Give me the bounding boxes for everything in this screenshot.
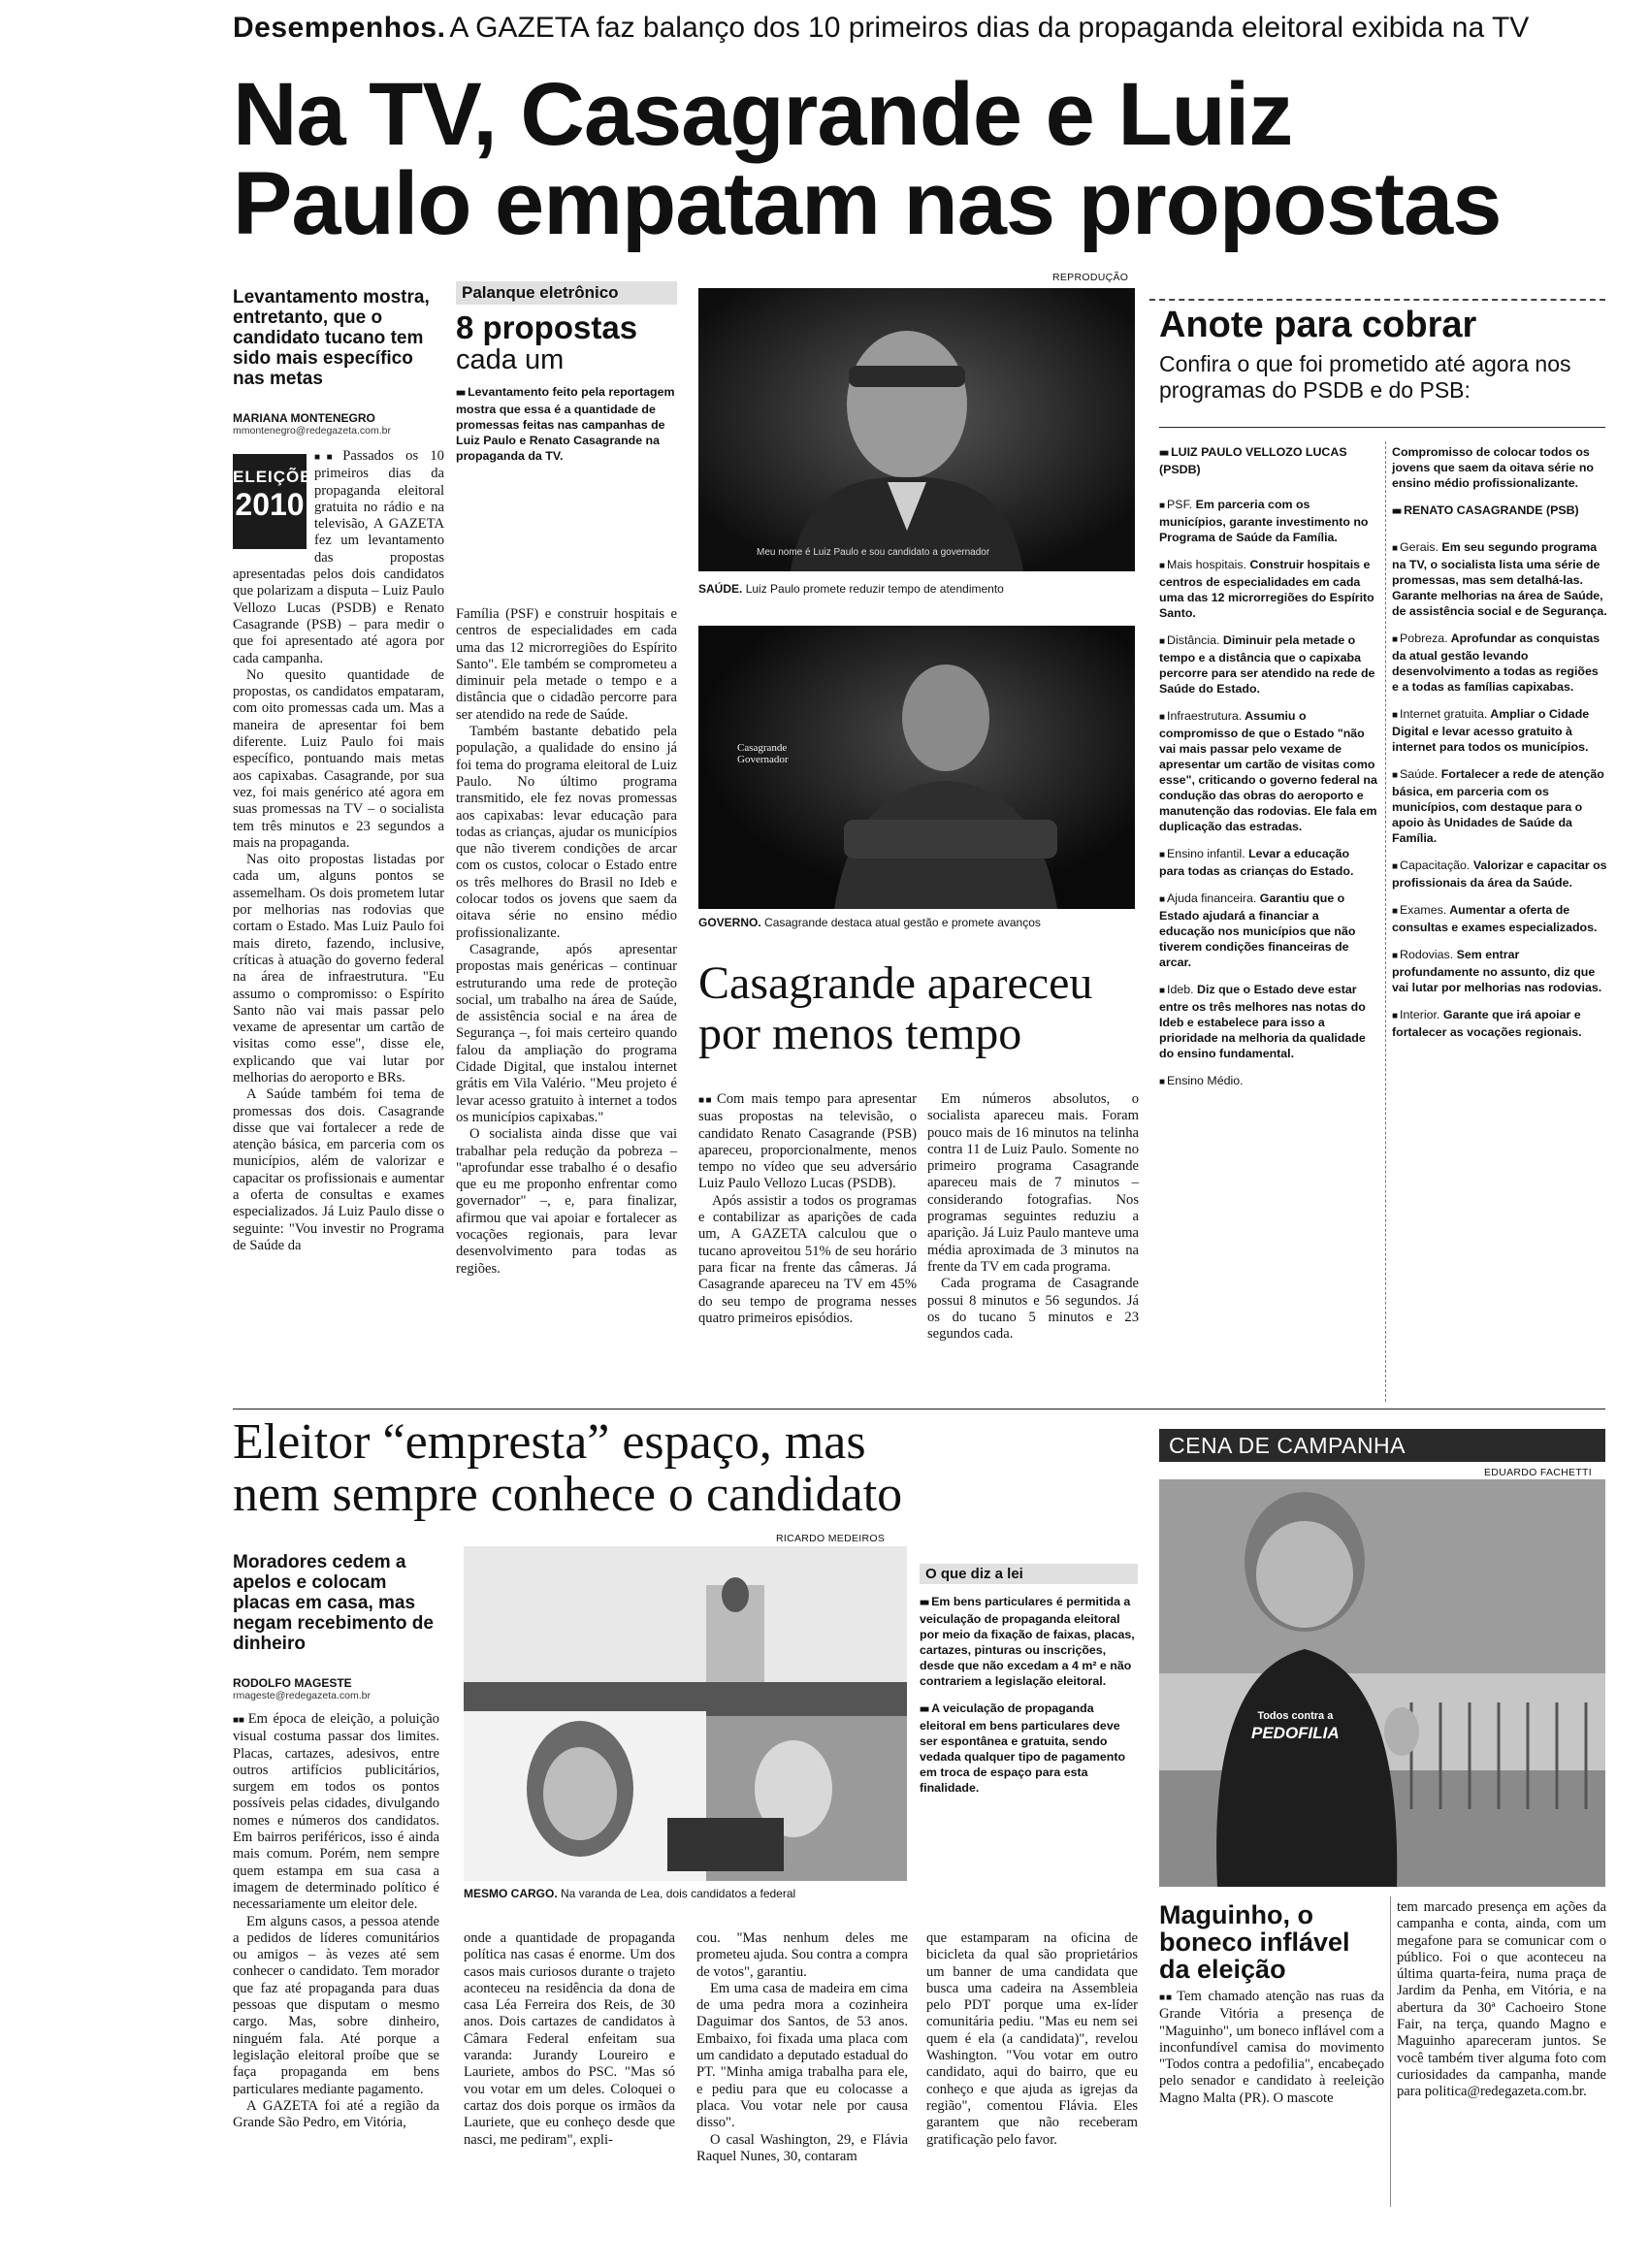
lp-item-label: Ensino Médio. <box>1167 1074 1244 1087</box>
main-col-1: ELEIÇÕES 2010 ■■ Passados os 10 primeiros dias da propaganda eleitoral gratuita no rádio e na televisão, A GAZETA fez um levantamento das propostas apresentadas pelos dois candidatos que polarizam a disputa – Luiz Paulo Vellozo Lucas (PSDB) e Renato Casagrande (PSB) – para medir o que foi apresentado até agora por cada campanha. No quesito quantidade de propostas, os candidatos empataram, com oito promessas cada um. Mas a maneira de apresentar foi bem diferente. Luiz Paulo foi mais específico, pontuando mais metas aos capixabas. Casagrande, por sua vez, foi mais genérico até agora em suas promessas na TV – o socialista tem três minutos e 23 segundos a mais na propaganda. Nas oito propostas listadas por cada um, alguns pontos se assemelham. Os dois prometem lutar por melhorias nas rodovias que cortam o Estado. Mas Luiz Paulo foi mais direto, fazendo, inclusive, críticas à atuação do governo federal na área de infraestrutura. "Eu assumo o compromisso: o Espírito Santo não vai mais passar pelo vexame de apresentar um cartão de visitas como esse", disse ele, explicando que vai lutar por melhorias do aeroporto e BRs. A Saúde também foi tema de promessas dos dois. Casagrande disse que vai fortalecer a rede de atenção básica, em parceria com os municípios, além de valorizar e capacitar os profissionais e aumentar a oferta de consultas e exames especializados. Já Luiz Paulo disse o seguinte: "Vou investir no Programa de Saúde da <box>233 448 444 1253</box>
tv-time-col2-p1: Em números absolutos, o socialista apareceu mais. Foram pouco mais de 16 minutos na telinha contra 11 de Luiz Paulo. Somente no primeiro programa Casagrande apareceu mais de 7 minutos – considerando fotografias. Nos programas seguintes reduziu a aparição. Já Luiz Paulo manteve uma média aproximada de 3 minutos na frente da TV em cada programa. <box>927 1091 1140 1275</box>
voter-col2-p1: onde a quantidade de propaganda política nas casas é enorme. Um dos casos mais curiosos durante o trajeto aconteceu na residência da dona de casa Léa Ferreira dos Reis, de 30 anos. Dois cartazes de candidatos à Câmara Federal enfeitam sua varanda: Jurandy Loureiro e Lauriete, ambos do PSC. "Mas só vou votar em um deles. Coloquei o cartaz dos dois porque os irmãos da Lauriete, que eu conheço desde que nasci, me pediram", expli- <box>464 1930 675 2148</box>
tv2-caption-text: Casagrande destaca atual gestão e promete avanços <box>764 916 1041 929</box>
voter-col-4 <box>926 1930 1138 2149</box>
campaign-scene-bar <box>1159 1429 1605 1462</box>
voter-col-1: ■■ Em época de eleição, a poluição visual costuma passar dos limites. Placas, cartazes, adesivos, entre outros artifícios publicitários, surgem em todos os pontos possíveis pelas cidades, divulgando nomes e números dos candidatos. Em bairros periféricos, isso é ainda mais comum. Porém, nem sempre quem estampa em sua casa a imagem de determinado político é necessariamente um eleitor dele. Em alguns casos, a pessoa atende a pedidos de líderes comunitários ou amigos – às vezes até sem conhecer o candidato. Tem morador que faz até propaganda para duas pessoas que disputam o mesmo cargo. Mas, sobre dinheiro, ninguém fala. Até porque a legislação eleitoral proíbe que se faça propaganda em bens particulares mediante pagamento. A GAZETA foi até a região da Grande São Pedro, em Vitória, <box>233 1711 439 2131</box>
voter-col3-p3: O casal Washington, 29, e Flávia Raquel Nunes, 30, contaram <box>696 2131 908 2164</box>
voter-byline <box>233 1676 436 1701</box>
rc-item: ■ Capacitação. Valorizar e capacitar os profissionais da área da Saúde. <box>1392 859 1607 890</box>
lp-item-text: Diminuir pela metade o tempo e a distância que o capixaba percorre para ser atendido na rede de Saúde do Estado. <box>1159 633 1375 696</box>
maguinho-col-2 <box>1397 1899 1606 2101</box>
maguinho-shirt <box>1251 1707 1340 1742</box>
rc-promise-list <box>1392 539 1607 1040</box>
lp-item-label: Infraestrutura. <box>1167 709 1243 723</box>
voter-col3-p1: cou. "Mas nenhum deles me prometeu ajuda. Sou contra a compra de votos", garantiu. <box>696 1930 909 1980</box>
tv1-caption <box>698 582 1135 596</box>
main-col2-p3: Casagrande, após apresentar propostas mais genéricas – continuar estruturando uma rede de proteção social, um trabalho na área de Saúde, de assistência social e na área de Segurança –, foi mais certeiro quando falou da ampliação do programa Cidade Digital, que instalou internet grátis em Vila Valério. "Meu projeto é levar acesso gratuito à internet a todos os municípios capixabas." <box>456 941 677 1125</box>
maguinho-col-1: ■■ Tem chamado atenção nas ruas da Grande Vitória a presença de "Maguinho", um boneco inflável com a inconfundível camisa do movimento "Todos contra a pedofilia", encabeçado pelo senador e candidato à reeleição Magno Malta (PR). O mascote <box>1159 1989 1384 2106</box>
lp-item-label: PSF. <box>1167 498 1193 511</box>
promises-divider <box>1385 441 1386 1402</box>
rc-item-text: Garante que irá apoiar e fortalecer as vocações regionais. <box>1392 1008 1582 1039</box>
headline-line-1: Na TV, Casagrande e Luiz <box>233 65 1293 164</box>
lp-item: ■ Infraestrutura. Assumiu o compromisso de que o Estado "não vai mais passar pelo vexame de apresentar um cartão de visitas como esse", criticando o governo federal na condução das obras do aeroporto e manutenção das rodovias. Ele fala em duplicação das estradas. <box>1159 709 1377 833</box>
author-email: mmontenegro@redegazeta.com.br <box>233 425 391 437</box>
voter-photo <box>464 1546 907 1881</box>
law-box: O que diz a lei ■■ Em bens particulares é permitida a veiculação de propaganda eleitoral por meio da fixação de faixas, placas, cartazes, pinturas ou inscrições, desde que não excedam a 4 m² e não contrariem a legislação eleitoral. ■■ A veiculação de propaganda eleitoral em bens particulares deve ser espontânea e gratuita, sendo vedada qualquer tipo de pagamento em troca de espaço para esta finalidade. <box>920 1564 1138 1807</box>
rc-item-label: Exames. <box>1400 903 1447 917</box>
lp-item: ■ Ensino Médio. <box>1159 1074 1244 1087</box>
tv2-caption-label: GOVERNO. <box>698 916 761 929</box>
rc-item-label: Capacitação. <box>1400 859 1471 872</box>
palanque-label: Palanque eletrônico <box>456 281 677 305</box>
rc-item-text: Aumentar a oferta de consultas e exames especializados. <box>1392 903 1598 934</box>
promises-lp-column: ■■ LUIZ PAULO VELLOZO LUCAS (PSDB) ■ PSF. Em parceria com os municípios, garante investimento no Programa de Saúde da Família. ■ Mais hospitais. Construir hospitais e centros de especialidades em cada uma das 12 microrregiões do Espírito Santo. ■ Distância. Diminuir pela metade o tempo e a distância que o capixaba percorre para ser atendido na rede de Saúde do Estado. ■ Infraestrutura. Assumiu o compromisso de que o Estado "não vai mais passar pelo vexame de apresentar um cartão de visitas como esse", criticando o governo federal na condução das obras do aeroporto e manutenção das rodovias. Ele fala em duplicação das estradas. ■ Ensino infantil. Levar a educação para todas as crianças do Estado. ■ Ajuda financeira. Garantiu que o Estado ajudará a financiar a educação nos municípios que não tiverem condições financeiras de arcar. ■ Ideb. Diz que o Estado deve estar entre os três melhores nas notas do Ideb e estabelece para isso a prioridade na melhoria da qualidade do ensino fundamental. ■ Ensino Médio. <box>1159 444 1377 1102</box>
voter-author: RODOLFO MAGESTE <box>233 1676 352 1690</box>
logo-line-1: ELEIÇÕES <box>233 468 324 486</box>
palanque-title: 8 propostas <box>456 309 638 345</box>
voter-photo-credit: RICARDO MEDEIROS <box>776 1533 886 1544</box>
rc-item: ■ Exames. Aumentar a oferta de consultas e exames especializados. <box>1392 903 1598 934</box>
voter-col-3 <box>696 1930 908 2165</box>
lp-item-text: Construir hospitais e centros de especialidades em cada uma das 12 microrregiões do Espírito Santo. <box>1159 558 1374 620</box>
voter-col-2 <box>464 1930 675 2149</box>
maguinho-text-2: tem marcado presença em ações da campanha e conta, ainda, com um megafone para se comunicar com o público. Foi o que aconteceu na última quarta-feira, numa praça de Jardim da Penha, em Vitória, e na abertura da 30ª Cachoeiro Stone Fair, na terça, quando Magno e Maguinho apareceram juntos. Se você também tiver alguma foto com curiosidades da campanha, mande para politica@redegazeta.com.br. <box>1397 1899 1606 2100</box>
tv-time-col-2 <box>927 1091 1139 1343</box>
voter-caption-label: MESMO CARGO. <box>464 1887 558 1900</box>
main-subhead: Levantamento mostra, entretanto, que o candidato tucano tem sido mais específico nas metas <box>233 287 430 389</box>
main-col1-p4: A Saúde também foi tema de promessas dos dois. Casagrande disse que vai fortalecer a rede de atenção básica, em parceria com os municípios, além de valorizar e capacitar os profissionais e aumentar a oferta de consultas e exames especializados. Já Luiz Paulo disse o seguinte: "Vou investir no Programa de Saúde da <box>233 1086 444 1253</box>
rc-item: ■ Interior. Garante que irá apoiar e fortalecer as vocações regionais. <box>1392 1008 1582 1039</box>
maguinho-divider <box>1390 1896 1391 2207</box>
photo-credit-reproducao: REPRODUÇÃO <box>1052 272 1129 283</box>
lp-item-label: Ideb. <box>1167 983 1194 996</box>
rc-item-text: Ampliar o Cidade Digital e levar acesso gratuito à internet para todos os municípios. <box>1392 707 1590 754</box>
voter-subhead: Moradores cedem a apelos e colocam placas em casa, mas negam recebimento de dinheiro <box>233 1552 434 1654</box>
shirt-line-1: Todos contra a <box>1257 1710 1334 1722</box>
rc-item-label: Gerais. <box>1400 540 1439 554</box>
voter-col4-p1: que estamparam na oficina de bicicleta da qual são proprietários um banner de uma candidata que busca uma cadeira na Assembleia pelo PDT porque uma ex-líder comunitária pediu. "Mas eu nem sei quem é ela (a candidata)", revelou Washington. "Vou votar em outro candidato, aqui do bairro, que eu conheço e que ajuda as igrejas da região", comentou Flávia. Eles garantem que não receberam gratificação pelo favor. <box>926 1930 1138 2148</box>
lp-item-label: Ensino infantil. <box>1167 847 1245 860</box>
lp-item: ■ Ideb. Diz que o Estado deve estar entre os três melhores nas notas do Ideb e estabelece para isso a prioridade na melhoria da qualidade do ensino fundamental. <box>1159 983 1366 1060</box>
balcony-image <box>464 1546 907 1881</box>
lp-continued: Compromisso de colocar todos os jovens que saem da oitava série no ensino médio profissionalizante. <box>1392 445 1594 490</box>
headline-line-2: Paulo empatam nas propostas <box>233 154 1502 253</box>
logo-line-2: 2010 <box>235 487 305 522</box>
tv2-overlay-line-1: Casagrande <box>737 742 788 754</box>
promises-rc-column: Compromisso de colocar todos os jovens que saem da oitava série no ensino médio profissionalizante. ■■ RENATO CASAGRANDE (PSB) ■ Gerais. Em seu segundo programa na TV, o socialista lista uma série de promessas, mas sem detalhá-las. Garante melhorias na área de Saúde, de assistência social e de Segurança. ■ Pobreza. Aprofundar as conquistas da atual gestão levando desenvolvimento a todas as regiões e a todas as famílias capixabas. ■ Internet gratuita. Ampliar o Cidade Digital e levar acesso gratuito à internet para todos os municípios. ■ Saúde. Fortalecer a rede de atenção básica, em parceria com os municípios, com destaque para o apoio às Unidades de Saúde da Família. ■ Capacitação. Valorizar e capacitar os profissionais da área da Saúde. ■ Exames. Aumentar a oferta de consultas e exames especializados. ■ Rodovias. Sem entrar profundamente no assunto, diz que vai lutar por melhorias nas rodovias. ■ Interior. Garante que irá apoiar e fortalecer as vocações regionais. <box>1392 445 1607 1039</box>
maguinho-image <box>1159 1479 1605 1887</box>
law-box-title: O que diz a lei <box>920 1564 1138 1584</box>
luiz-paulo-image <box>698 288 1135 571</box>
campaign-photo <box>1159 1479 1605 1887</box>
promises-title: Anote para cobrar <box>1159 305 1477 345</box>
voter-headline-2: nem sempre conhece o candidato <box>233 1467 903 1522</box>
voter-photo-caption <box>464 1887 907 1900</box>
campaign-photo-credit: EDUARDO FACHETTI <box>1484 1467 1592 1478</box>
promises-top-border <box>1149 299 1605 301</box>
author-name: MARIANA MONTENEGRO <box>233 411 375 425</box>
voter-col3-p2: Em uma casa de madeira em cima de uma pedra mora a cozinheira Daguimar dos Santos, de 53 anos. Embaixo, foi fixada uma placa com um candidato a deputado estadual do PT. "Minha amiga trabalha para ele, e pediu para que eu colocasse a placa. Vou votar nele por causa disso". <box>696 1980 908 2131</box>
lp-header: LUIZ PAULO VELLOZO LUCAS (PSDB) <box>1159 445 1347 476</box>
campaign-scene-label: CENA DE CAMPANHA <box>1169 1433 1406 1458</box>
lp-promise-list <box>1159 497 1377 1090</box>
elections-2010-logo <box>233 454 324 549</box>
voter-col1-p3: A GAZETA foi até a região da Grande São Pedro, em Vitória, <box>233 2097 439 2131</box>
promises-rule <box>1159 427 1605 428</box>
main-col1-p1: Passados os 10 primeiros dias da propaganda eleitoral gratuita no rádio e na televisão, A GAZETA fez um levantamento das propostas apresentadas pelos dois candidatos que polarizam a disputa – Luiz Paulo Vellozo Lucas (PSDB) e Renato Casagrande (PSB) – para medir o que foi apresentado até agora por cada campanha. <box>233 448 444 666</box>
tv-time-col1-p1: Com mais tempo para apresentar suas propostas na televisão, o candidato Renato Casagrande (PSB) apareceu, proporcionalmente, menos tempo no vídeo que seu adversário Luiz Paulo Vellozo Lucas (PSDB). <box>698 1091 917 1192</box>
tv1-subtitle: Meu nome é Luiz Paulo e sou candidato a governador <box>757 547 990 558</box>
palanque-subtitle: cada um <box>456 344 565 375</box>
main-col-2 <box>456 606 677 1278</box>
tv-photo-casagrande <box>698 626 1135 909</box>
rc-item-text: Valorizar e capacitar os profissionais da área da Saúde. <box>1392 859 1607 890</box>
rc-item-text: Sem entrar profundamente no assunto, diz que vai lutar por melhorias nas rodovias. <box>1392 948 1602 994</box>
lp-item: ■ Distância. Diminuir pela metade o tempo e a distância que o capixaba percorre para ser atendido na rede de Saúde do Estado. <box>1159 633 1375 696</box>
tv2-overlay-line-2: Governador <box>737 754 789 765</box>
voter-caption-text: Na varanda de Lea, dois candidatos a federal <box>561 1887 796 1900</box>
rc-item-text: Aprofundar as conquistas da atual gestão levando desenvolvimento a todas as regiões e a todas as famílias capixabas. <box>1392 632 1600 694</box>
tv-time-col-1: ■■ Com mais tempo para apresentar suas propostas na televisão, o candidato Renato Casagrande (PSB) apareceu, proporcionalmente, menos tempo no vídeo que seu adversário Luiz Paulo Vellozo Lucas (PSDB). Após assistir a todos os programas e contabilizar as aparições de cada um, A GAZETA calculou que o tucano aproveitou 51% de seu horário para ficar na frente das câmeras. Já Casagrande apareceu na TV em 45% do seu tempo de programa nesses quatro primeiros episódios. <box>698 1091 917 1326</box>
tv-time-headline-2: por menos tempo <box>698 1008 1022 1059</box>
voter-headline-1: Eleitor “empresta” espaço, mas <box>233 1414 866 1470</box>
maguinho-headline: Maguinho, o boneco inflável da eleição <box>1159 1900 1350 1984</box>
lp-item: ■ PSF. Em parceria com os municípios, garante investimento no Programa de Saúde da Família. <box>1159 498 1369 544</box>
tv-time-col2-p2: Cada programa de Casagrande possui 8 minutos e 56 segundos. Já os do tucano 5 minutos e 23 segundos cada. <box>927 1276 1139 1343</box>
tv1-caption-label: SAÚDE. <box>698 582 743 596</box>
rc-item: ■ Saúde. Fortalecer a rede de atenção básica, em parceria com os municípios, com destaque para o apoio às Unidades de Saúde da Família. <box>1392 767 1604 845</box>
lp-item-text: Levar a educação para todas as crianças do Estado. <box>1159 847 1354 878</box>
kicker-text: A GAZETA faz balanço dos 10 primeiros dias da propaganda eleitoral exibida na TV <box>449 12 1530 44</box>
promises-subtitle: Confira o que foi prometido até agora nos programas do PSDB e do PSB: <box>1159 351 1571 403</box>
law-box-p1: Em bens particulares é permitida a veiculação de propaganda eleitoral por meio da fixação de faixas, placas, cartazes, pinturas ou inscrições, desde que não excedam a 4 m² e não contrariem a legislação eleitoral. <box>920 1595 1135 1688</box>
main-col2-p2: Também bastante debatido pela população, a qualidade do ensino já foi tema do programa eleitoral de Luiz Paulo. No último programa transmitido, ele fez novas promessas aos capixabas: levar educação para todas as crianças, ajudar os municípios que não tiverem condições de arcar com os custos, colocar o Estado entre os três melhores do Brasil no Ideb e colocar todos os jovens que saem da oitava série no ensino médio profissionalizante. <box>456 724 677 941</box>
promises-header <box>1159 303 1605 404</box>
main-col1-p2: No quesito quantidade de propostas, os candidatos empataram, com oito promessas cada um. Mas a maneira de apresentar foi bem diferente. Luiz Paulo foi mais específico, pontuando mais metas aos capixabas. Casagrande, por sua vez, foi mais genérico até agora em suas promessas na TV – o socialista tem três minutos e 23 segundos a mais na propaganda. <box>233 666 444 851</box>
lp-item-text: Assumiu o compromisso de que o Estado "não vai mais passar pelo vexame de apresentar um cartão de visitas como esse", criticando o governo federal na condução das obras do aeroporto e manutenção das rodovias. Ele fala em duplicação das estradas. <box>1159 709 1377 833</box>
rc-item-label: Internet gratuita. <box>1400 707 1488 721</box>
lp-item-label: Mais hospitais. <box>1167 558 1246 571</box>
rc-item-label: Saúde. <box>1400 767 1439 781</box>
lp-item-text: Garantiu que o Estado ajudará a financiar a educação nos municípios que não tiverem condições financeiras de arcar. <box>1159 891 1356 969</box>
voter-headline <box>233 1416 1145 1521</box>
rc-item: ■ Internet gratuita. Ampliar o Cidade Digital e levar acesso gratuito à internet para todos os municípios. <box>1392 707 1590 754</box>
maguinho-text-1: Tem chamado atenção nas ruas da Grande Vitória a presença de "Maguinho", um boneco inflável com a inconfundível camisa do movimento "Todos contra a pedofilia", encabeçado pelo senador e candidato à reeleição Magno Malta (PR). O mascote <box>1159 1989 1384 2106</box>
tv2-overlay <box>737 742 789 765</box>
tv-time-headline <box>698 958 1145 1059</box>
shirt-line-2: PEDOFILIA <box>1251 1724 1340 1742</box>
tv-time-headline-1: Casagrande apareceu <box>698 957 1093 1009</box>
tv-time-col1-p2: Após assistir a todos os programas e contabilizar as aparições de cada um, A GAZETA calculou que o tucano aproveitou 51% de seu horário para ficar na frente das câmeras. Já Casagrande apareceu na TV em 45% do seu tempo de programa nesses quatro primeiros episódios. <box>698 1192 917 1326</box>
rc-item-label: Interior. <box>1400 1008 1440 1021</box>
lp-item: ■ Ensino infantil. Levar a educação para todas as crianças do Estado. <box>1159 847 1354 878</box>
main-col2-p4: O socialista ainda disse que vai trabalhar pela redução da pobreza – "aprofundar esse trabalho é o desafio que eu me proponho enfrentar como governador" –, e, para finalizar, afirmou que vai apoiar e fortalecer as vocações regionais, para levar desenvolvimento para todas as regiões. <box>456 1126 677 1277</box>
palanque-text: Levantamento feito pela reportagem mostra que essa é a quantidade de promessas feitas nas campanhas de Luiz Paulo e Renato Casagrande na propaganda da TV. <box>456 385 675 463</box>
rc-item-text: Fortalecer a rede de atenção básica, em parceria com os municípios, com destaque para o apoio às Unidades de Saúde da Família. <box>1392 767 1604 845</box>
lp-item: ■ Ajuda financeira. Garantiu que o Estado ajudará a financiar a educação nos municípios que não tiverem condições financeiras de arcar. <box>1159 891 1356 969</box>
kicker <box>233 12 1610 45</box>
voter-email: rmageste@redegazeta.com.br <box>233 1690 371 1701</box>
tv2-caption <box>698 916 1135 929</box>
rc-item-label: Pobreza. <box>1400 632 1448 645</box>
lp-item-text: Diz que o Estado deve estar entre os três melhores nas notas do Ideb e estabelece para isso a prioridade na melhoria da qualidade do ensino fundamental. <box>1159 983 1366 1060</box>
rc-item: ■ Pobreza. Aprofundar as conquistas da atual gestão levando desenvolvimento a todas as regiões e a todas as famílias capixabas. <box>1392 632 1600 694</box>
kicker-label: Desempenhos. <box>233 12 446 44</box>
palanque-box: Palanque eletrônico 8 propostas cada um ■■ Levantamento feito pela reportagem mostra que essa é a quantidade de promessas feitas nas campanhas de Luiz Paulo e Renato Casagrande na propaganda da TV. <box>456 281 677 464</box>
tv1-caption-text: Luiz Paulo promete reduzir tempo de atendimento <box>745 582 1004 596</box>
tv-photo-luiz-paulo <box>698 288 1135 571</box>
law-box-p2: A veiculação de propaganda eleitoral em bens particulares deve ser espontânea e gratuita, sendo vedada qualquer tipo de pagamento em troca de espaço para esta finalidade. <box>920 1701 1126 1795</box>
lp-item-label: Ajuda financeira. <box>1167 891 1257 905</box>
rc-item-label: Rodovias. <box>1400 948 1454 961</box>
main-byline <box>233 411 441 437</box>
lp-item: ■ Mais hospitais. Construir hospitais e centros de especialidades em cada uma das 12 microrregiões do Espírito Santo. <box>1159 558 1374 620</box>
main-col1-p3: Nas oito propostas listadas por cada um, alguns pontos se assemelham. Os dois prometem lutar por melhorias nas rodovias que cortam o Estado. Mas Luiz Paulo foi mais direto, fazendo, inclusive, críticas à atuação do governo federal na área de infraestrutura. "Eu assumo o compromisso: o Espírito Santo não vai mais passar pelo vexame de apresentar um cartão de visitas como esse", disse ele, explicando que vai lutar por melhorias do aeroporto e BRs. <box>233 852 444 1085</box>
voter-col1-p2: Em alguns casos, a pessoa atende a pedidos de líderes comunitários ou amigos – às vezes até sem conhecer o candidato. Tem morador que faz até propaganda para duas pessoas que disputam o mesmo cargo. Mas, sobre dinheiro, ninguém fala. Até porque a legislação eleitoral proíbe que se faça propaganda em bens particulares mediante pagamento. <box>233 1913 439 2097</box>
voter-col1-p1: Em época de eleição, a poluição visual costuma passar dos limites. Placas, cartazes, adesivos, entre outros artifícios publicitários, surgem em todos os pontos possíveis pelas cidades, divulgando nomes e números dos candidatos. Em bairros periféricos, isso é ainda mais comum. Porém, nem sempre quem estampa em sua casa a imagem de determinado político é necessariamente um eleitor dele. <box>233 1711 439 1913</box>
lp-item-text: Em parceria com os municípios, garante investimento no Programa de Saúde da Família. <box>1159 498 1369 544</box>
main-headline <box>233 65 1630 253</box>
rc-item-text: Em seu segundo programa na TV, o socialista lista uma série de promessas, mas sem detalhá-las. Garante melhorias na área de Saúde, de assistência social e de Segurança. <box>1392 540 1607 618</box>
rc-item: ■ Gerais. Em seu segundo programa na TV, o socialista lista uma série de promessas, mas sem detalhá-las. Garante melhorias na área de Saúde, de assistência social e de Segurança. <box>1392 540 1607 618</box>
rc-header: RENATO CASAGRANDE (PSB) <box>1404 503 1579 517</box>
rc-item: ■ Rodovias. Sem entrar profundamente no assunto, diz que vai lutar por melhorias nas rodovias. <box>1392 948 1602 994</box>
lp-item-label: Distância. <box>1167 633 1220 647</box>
casagrande-image <box>698 626 1135 909</box>
main-col2-p1: Família (PSF) e construir hospitais e centros de especialidades em cada uma das 12 microrregiões do Espírito Santo". Ele também se comprometeu a diminuir pela metade o tempo e a distância que o cidadão percorre para ser atendido na rede de Saúde. <box>456 606 677 723</box>
